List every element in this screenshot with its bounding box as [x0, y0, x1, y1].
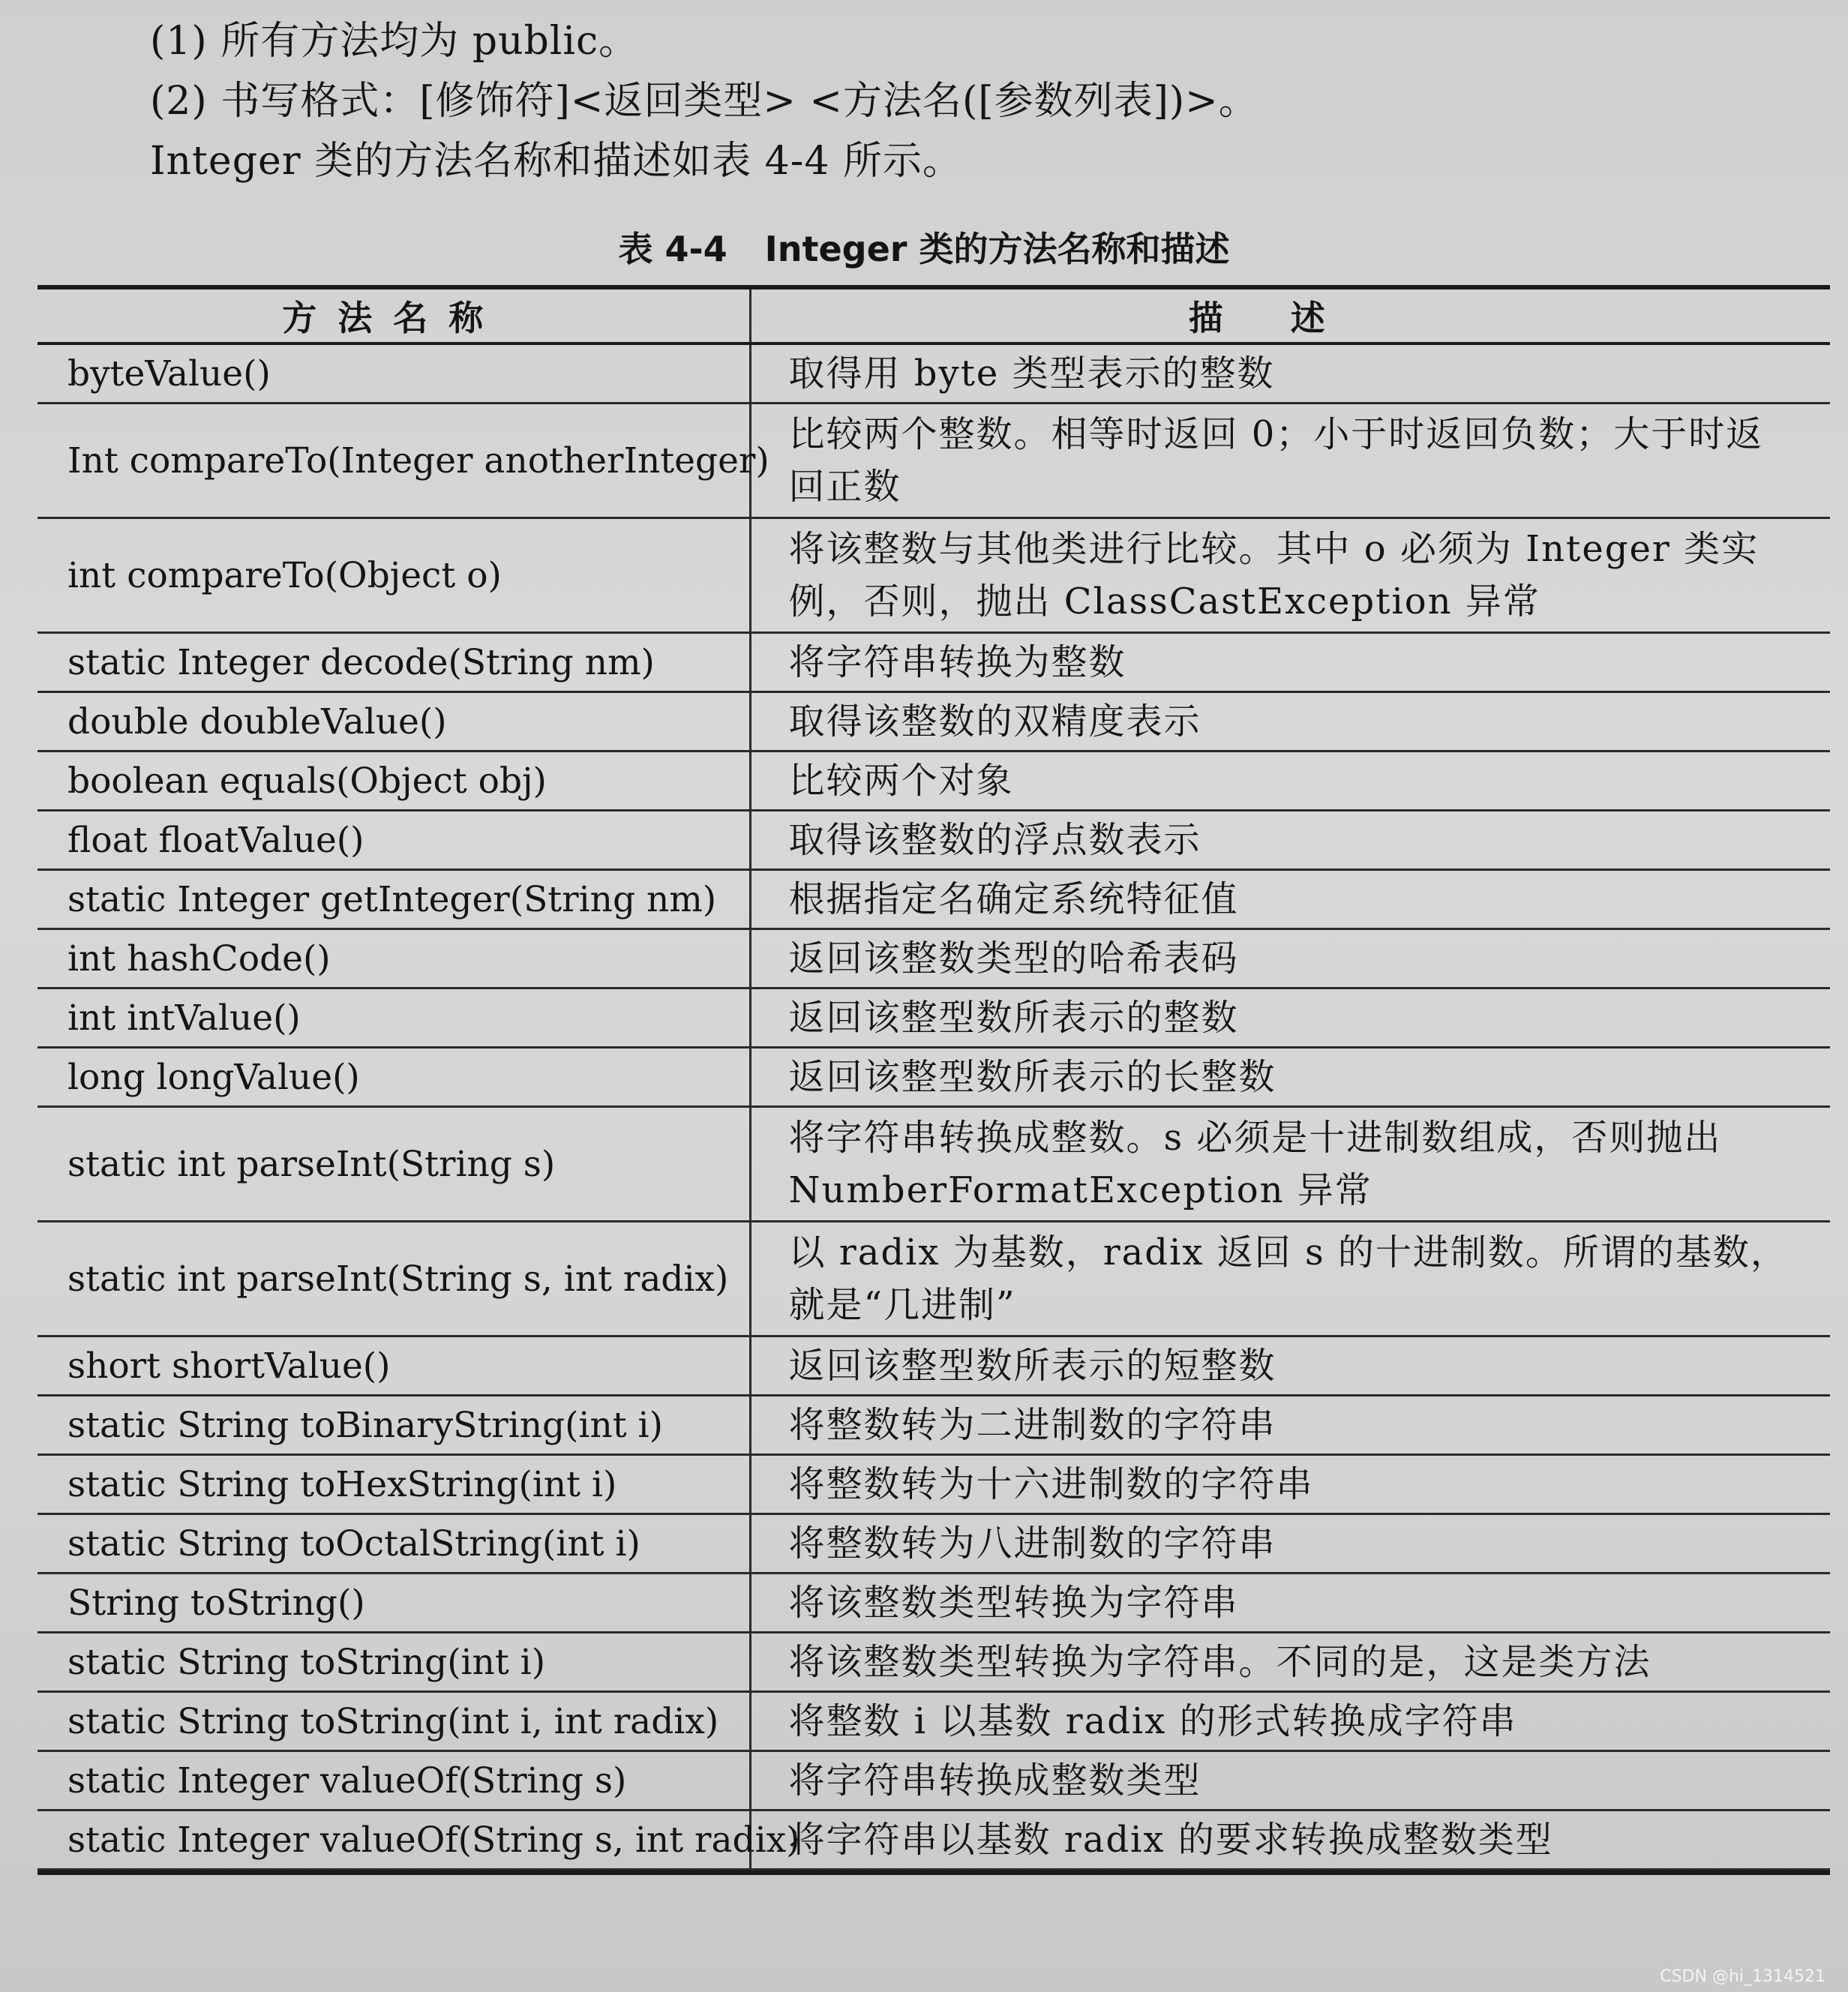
intro-line-2: (2) 书写格式：[修饰符]<返回类型> <方法名([参数列表])>。 — [150, 79, 1258, 124]
table-body — [38, 344, 1830, 1870]
method-name-cell: float floatValue() — [38, 811, 750, 870]
watermark: CSDN @hi_1314521 — [1660, 1967, 1826, 1986]
table-header-row — [38, 290, 1830, 344]
table-row — [38, 404, 1830, 518]
method-description-cell: 比较两个整数。相等时返回 0；小于时返回负数；大于时返回正数 — [750, 404, 1830, 518]
method-name-cell: static String toHexString(int i) — [38, 1455, 750, 1514]
method-table — [38, 285, 1830, 1875]
table-row — [38, 1574, 1830, 1633]
table-row — [38, 1107, 1830, 1222]
method-name-cell: static String toBinaryString(int i) — [38, 1396, 750, 1455]
method-description-cell: 以 radix 为基数，radix 返回 s 的十进制数。所谓的基数，就是“几进制” — [750, 1222, 1830, 1336]
table-row — [38, 752, 1830, 811]
table-caption-text: Integer 类的方法名称和描述 — [764, 229, 1230, 269]
table-row — [38, 1810, 1830, 1870]
table-row — [38, 870, 1830, 929]
method-description-cell: 返回该整数类型的哈希表码 — [750, 929, 1830, 988]
method-description-cell: 将字符串以基数 radix 的要求转换成整数类型 — [750, 1810, 1830, 1870]
header-description: 描述 — [750, 290, 1830, 344]
method-description-cell: 将字符串转换为整数 — [750, 633, 1830, 692]
method-name-cell: static Integer decode(String nm) — [38, 633, 750, 692]
table-row — [38, 1048, 1830, 1107]
table-row — [38, 344, 1830, 404]
method-name-cell: static String toOctalString(int i) — [38, 1514, 750, 1574]
method-name-cell: static String toString(int i) — [38, 1633, 750, 1692]
table-row — [38, 1692, 1830, 1751]
intro-line-3: Integer 类的方法名称和描述如表 4-4 所示。 — [150, 139, 962, 184]
method-description-cell: 将整数 i 以基数 radix 的形式转换成字符串 — [750, 1692, 1830, 1751]
method-description-cell: 取得该整数的浮点数表示 — [750, 811, 1830, 870]
method-name-cell: static String toString(int i, int radix) — [38, 1692, 750, 1751]
method-name-cell: int hashCode() — [38, 929, 750, 988]
method-description-cell: 将整数转为二进制数的字符串 — [750, 1396, 1830, 1455]
table-row — [38, 1514, 1830, 1574]
method-description-cell: 将该整数与其他类进行比较。其中 o 必须为 Integer 类实例，否则，抛出 ClassCastException 异常 — [750, 518, 1830, 633]
method-name-cell: static Integer getInteger(String nm) — [38, 870, 750, 929]
table-row — [38, 1633, 1830, 1692]
table-caption-number: 表 4-4 — [618, 229, 728, 269]
table-row — [38, 988, 1830, 1048]
method-description-cell: 返回该整型数所表示的短整数 — [750, 1336, 1830, 1396]
method-name-cell: long longValue() — [38, 1048, 750, 1107]
method-description-cell: 将字符串转换成整数类型 — [750, 1751, 1830, 1810]
table-row — [38, 518, 1830, 633]
method-description-cell: 返回该整型数所表示的长整数 — [750, 1048, 1830, 1107]
method-name-cell: static int parseInt(String s, int radix) — [38, 1222, 750, 1336]
method-description-cell: 取得该整数的双精度表示 — [750, 692, 1830, 752]
method-description-cell: 比较两个对象 — [750, 752, 1830, 811]
method-description-cell: 将整数转为十六进制数的字符串 — [750, 1455, 1830, 1514]
method-name-cell: double doubleValue() — [38, 692, 750, 752]
method-description-cell: 将该整数类型转换为字符串。不同的是，这是类方法 — [750, 1633, 1830, 1692]
method-name-cell: byteValue() — [38, 344, 750, 404]
method-description-cell: 返回该整型数所表示的整数 — [750, 988, 1830, 1048]
method-name-cell: String toString() — [38, 1574, 750, 1633]
table-row — [38, 633, 1830, 692]
method-name-cell: boolean equals(Object obj) — [38, 752, 750, 811]
method-description-cell: 根据指定名确定系统特征值 — [750, 870, 1830, 929]
table-row — [38, 1396, 1830, 1455]
method-description-cell: 取得用 byte 类型表示的整数 — [750, 344, 1830, 404]
method-name-cell: int compareTo(Object o) — [38, 518, 750, 633]
table-row — [38, 1336, 1830, 1396]
table-row — [38, 1455, 1830, 1514]
method-name-cell: Int compareTo(Integer anotherInteger) — [38, 404, 750, 518]
method-description-cell: 将字符串转换成整数。s 必须是十进制数组成，否则抛出 NumberFormatException 异常 — [750, 1107, 1830, 1222]
table-row — [38, 1222, 1830, 1336]
method-name-cell: static int parseInt(String s) — [38, 1107, 750, 1222]
table-row — [38, 692, 1830, 752]
method-name-cell: int intValue() — [38, 988, 750, 1048]
method-description-cell: 将该整数类型转换为字符串 — [750, 1574, 1830, 1633]
method-description-cell: 将整数转为八进制数的字符串 — [750, 1514, 1830, 1574]
table-row — [38, 811, 1830, 870]
method-name-cell: static Integer valueOf(String s) — [38, 1751, 750, 1810]
method-name-cell: short shortValue() — [38, 1336, 750, 1396]
method-name-cell: static Integer valueOf(String s, int radix) — [38, 1810, 750, 1870]
intro-line-1: (1) 所有方法均为 public。 — [150, 19, 639, 64]
table-caption — [0, 225, 1848, 273]
table-row — [38, 929, 1830, 988]
table-row — [38, 1751, 1830, 1810]
header-method-name: 方法名称 — [38, 290, 750, 344]
